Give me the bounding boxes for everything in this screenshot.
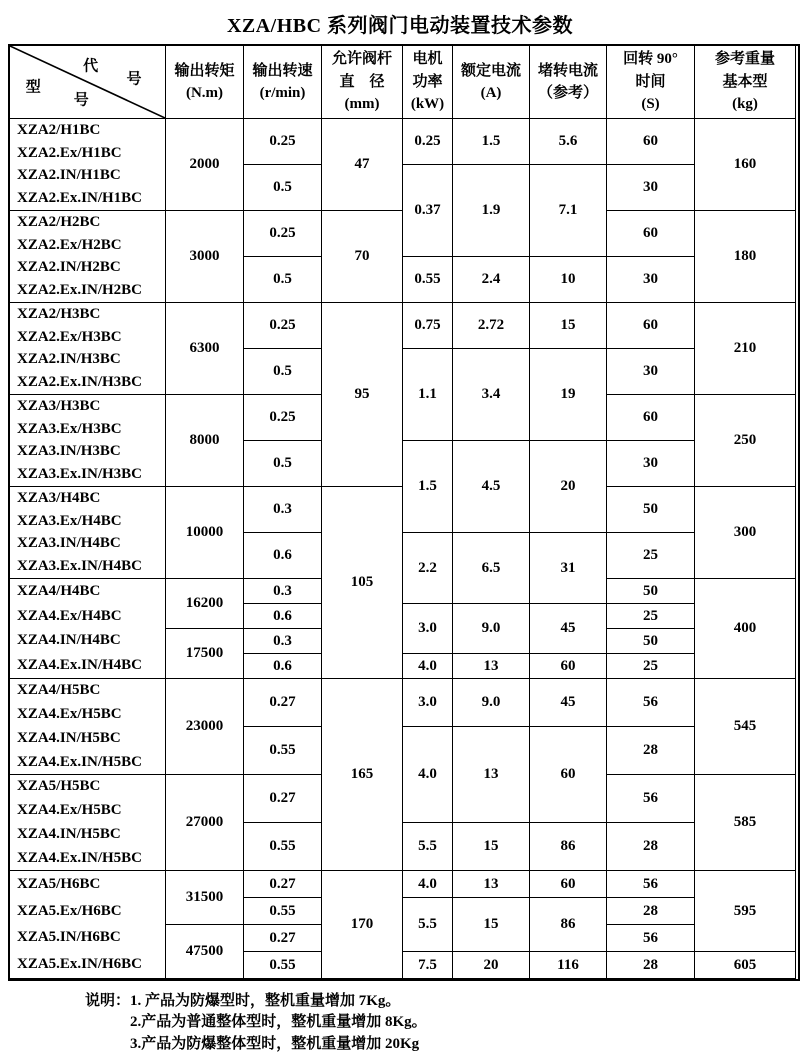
speed-cell: 0.3 — [244, 629, 322, 654]
weight-cell: 605 — [695, 952, 796, 979]
model-name: XZA4.Ex.IN/H5BC — [17, 753, 143, 770]
model-name: XZA5/H6BC — [17, 875, 101, 892]
current-cell: 20 — [453, 952, 530, 979]
header-line: 时间 — [635, 73, 666, 90]
corner-label-code-char1: 代 — [83, 58, 99, 75]
weight-cell: 210 — [695, 303, 796, 395]
header-line: 额定电流 — [460, 62, 521, 79]
current-cell: 13 — [453, 654, 530, 679]
weight-cell: 545 — [695, 679, 796, 775]
time-cell: 25 — [607, 533, 695, 579]
torque-cell: 47500 — [166, 925, 244, 979]
header-line: 基本型 — [722, 73, 768, 90]
model-cell — [10, 871, 166, 979]
col-header-rated-current — [453, 46, 530, 119]
model-name: XZA3/H4BC — [17, 489, 101, 506]
model-cell — [10, 119, 166, 211]
speed-cell: 0.6 — [244, 533, 322, 579]
stall-cell: 5.6 — [530, 119, 607, 165]
header-line: 允许阀杆 — [331, 51, 392, 68]
note-label: 说明： — [85, 993, 131, 1009]
torque-cell: 10000 — [166, 487, 244, 579]
stall-cell: 19 — [530, 349, 607, 441]
torque-cell: 8000 — [166, 395, 244, 487]
current-cell: 1.9 — [453, 165, 530, 257]
current-cell: 13 — [453, 727, 530, 823]
model-cell — [10, 579, 166, 679]
weight-cell: 250 — [695, 395, 796, 487]
header-unit: (kW) — [410, 96, 445, 113]
col-header-torque — [166, 46, 244, 119]
time-cell: 28 — [607, 898, 695, 925]
header-line: 堵转电流 — [537, 62, 598, 79]
current-cell: 15 — [453, 823, 530, 871]
time-cell: 56 — [607, 871, 695, 898]
model-name: XZA3/H3BC — [17, 397, 101, 414]
stall-cell: 45 — [530, 604, 607, 654]
note-line: 2.产品为普通整体型时，整机重量增加 8Kg。 — [130, 1014, 427, 1031]
stall-cell: 60 — [530, 654, 607, 679]
torque-cell: 16200 — [166, 579, 244, 629]
torque-cell: 23000 — [166, 679, 244, 775]
time-cell: 30 — [607, 257, 695, 303]
model-name: XZA2/H3BC — [17, 305, 101, 322]
torque-cell: 17500 — [166, 629, 244, 679]
current-cell: 9.0 — [453, 604, 530, 654]
col-header-motor-power — [403, 46, 453, 119]
weight-cell: 595 — [695, 871, 796, 952]
power-cell: 4.0 — [403, 727, 453, 823]
note-line: 3.产品为防爆整体型时，整机重量增加 20Kg — [130, 1035, 420, 1052]
header-unit: (kg) — [732, 96, 758, 113]
stall-cell: 86 — [530, 823, 607, 871]
power-cell: 1.1 — [403, 349, 453, 441]
power-cell: 4.0 — [403, 654, 453, 679]
model-name: XZA2.Ex/H1BC — [17, 144, 122, 161]
model-name: XZA3.IN/H3BC — [17, 443, 121, 460]
note-line — [85, 991, 800, 1012]
speed-cell: 0.27 — [244, 871, 322, 898]
weight-cell: 300 — [695, 487, 796, 579]
power-cell: 0.25 — [403, 119, 453, 165]
speed-cell: 0.55 — [244, 898, 322, 925]
model-name: XZA2.Ex.IN/H3BC — [17, 374, 143, 391]
diameter-cell: 70 — [322, 211, 403, 303]
header-unit: (mm) — [344, 96, 380, 113]
current-cell: 4.5 — [453, 441, 530, 533]
power-cell: 3.0 — [403, 604, 453, 654]
model-name: XZA3.Ex/H3BC — [17, 420, 122, 437]
model-name: XZA5/H5BC — [17, 778, 101, 795]
speed-cell: 0.5 — [244, 349, 322, 395]
speed-cell: 0.5 — [244, 257, 322, 303]
header-unit: (A) — [480, 85, 502, 101]
power-cell: 1.5 — [403, 441, 453, 533]
model-name: XZA2.Ex.IN/H1BC — [17, 190, 143, 207]
stall-cell: 20 — [530, 441, 607, 533]
model-name: XZA4.IN/H4BC — [17, 632, 121, 649]
stall-cell: 116 — [530, 952, 607, 979]
stall-cell: 86 — [530, 898, 607, 952]
time-cell: 50 — [607, 629, 695, 654]
col-header-weight — [695, 46, 796, 119]
col-header-speed — [244, 46, 322, 119]
diameter-cell: 170 — [322, 871, 403, 979]
torque-cell: 27000 — [166, 775, 244, 871]
stall-cell: 7.1 — [530, 165, 607, 257]
header-line: 直 径 — [339, 73, 385, 90]
model-name: XZA4.Ex.IN/H5BC — [17, 849, 143, 866]
torque-cell: 31500 — [166, 871, 244, 925]
model-name: XZA2.IN/H3BC — [17, 351, 121, 368]
torque-cell: 2000 — [166, 119, 244, 211]
header-line: （参考） — [537, 85, 598, 101]
model-cell — [10, 775, 166, 871]
power-cell: 3.0 — [403, 679, 453, 727]
model-name: XZA4.Ex/H4BC — [17, 607, 122, 624]
current-cell: 2.4 — [453, 257, 530, 303]
diameter-cell: 47 — [322, 119, 403, 211]
weight-cell: 585 — [695, 775, 796, 871]
speed-cell: 0.3 — [244, 487, 322, 533]
speed-cell: 0.27 — [244, 775, 322, 823]
model-name: XZA5.IN/H6BC — [17, 929, 121, 946]
corner-label-model-char2: 号 — [73, 92, 89, 109]
weight-cell: 400 — [695, 579, 796, 679]
header-unit: (S) — [641, 96, 660, 113]
stall-cell: 31 — [530, 533, 607, 604]
corner-label-code-char2: 号 — [126, 71, 142, 88]
time-cell: 28 — [607, 823, 695, 871]
speed-cell: 0.55 — [244, 952, 322, 979]
header-line: 参考重量 — [714, 51, 775, 68]
power-cell: 2.2 — [403, 533, 453, 604]
weight-cell: 180 — [695, 211, 796, 303]
current-cell: 2.72 — [453, 303, 530, 349]
header-line: 输出转速 — [252, 62, 313, 79]
speed-cell: 0.25 — [244, 119, 322, 165]
col-header-stem-diameter — [322, 46, 403, 119]
model-cell — [10, 395, 166, 487]
power-cell: 4.0 — [403, 871, 453, 898]
model-name: XZA2.Ex.IN/H2BC — [17, 282, 143, 299]
header-unit: (r/min) — [259, 85, 306, 101]
time-cell: 50 — [607, 579, 695, 604]
stall-cell: 10 — [530, 257, 607, 303]
time-cell: 25 — [607, 654, 695, 679]
time-cell: 28 — [607, 727, 695, 775]
model-name: XZA5.Ex.IN/H6BC — [17, 956, 143, 973]
current-cell: 1.5 — [453, 119, 530, 165]
model-name: XZA4.IN/H5BC — [17, 729, 121, 746]
speed-cell: 0.5 — [244, 441, 322, 487]
stall-cell: 60 — [530, 871, 607, 898]
power-cell: 5.5 — [403, 898, 453, 952]
model-name: XZA4.Ex/H5BC — [17, 706, 122, 723]
model-name: XZA4/H4BC — [17, 582, 101, 599]
speed-cell: 0.25 — [244, 303, 322, 349]
speed-cell: 0.55 — [244, 727, 322, 775]
stall-cell: 60 — [530, 727, 607, 823]
model-name: XZA2.Ex/H2BC — [17, 236, 122, 253]
time-cell: 50 — [607, 487, 695, 533]
header-unit: (N.m) — [185, 85, 224, 101]
model-name: XZA4.Ex/H5BC — [17, 802, 122, 819]
time-cell: 30 — [607, 165, 695, 211]
speed-cell: 0.6 — [244, 654, 322, 679]
stall-cell: 45 — [530, 679, 607, 727]
speed-cell: 0.5 — [244, 165, 322, 211]
model-cell — [10, 211, 166, 303]
time-cell: 60 — [607, 211, 695, 257]
speed-cell: 0.27 — [244, 925, 322, 952]
speed-cell: 0.25 — [244, 395, 322, 441]
time-cell: 60 — [607, 119, 695, 165]
time-cell: 60 — [607, 303, 695, 349]
speed-cell: 0.25 — [244, 211, 322, 257]
model-name: XZA5.Ex/H6BC — [17, 902, 122, 919]
model-name: XZA2.IN/H2BC — [17, 259, 121, 276]
power-cell: 7.5 — [403, 952, 453, 979]
power-cell: 0.55 — [403, 257, 453, 303]
torque-cell: 6300 — [166, 303, 244, 395]
model-cell — [10, 679, 166, 775]
model-name: XZA4.Ex.IN/H4BC — [17, 657, 143, 674]
power-cell: 5.5 — [403, 823, 453, 871]
header-line: 功率 — [412, 73, 443, 90]
time-cell: 56 — [607, 925, 695, 952]
diameter-cell: 105 — [322, 487, 403, 679]
model-name: XZA4.IN/H5BC — [17, 825, 121, 842]
torque-cell: 3000 — [166, 211, 244, 303]
power-cell: 0.37 — [403, 165, 453, 257]
current-cell: 9.0 — [453, 679, 530, 727]
page-title: XZA/HBC 系列阀门电动装置技术参数 — [226, 15, 574, 37]
col-header-rotation-time — [607, 46, 695, 119]
stall-cell: 15 — [530, 303, 607, 349]
model-name: XZA3.IN/H4BC — [17, 535, 121, 552]
model-cell — [10, 303, 166, 395]
corner-header-cell — [10, 46, 166, 119]
corner-label-model-char1: 型 — [25, 79, 41, 96]
time-cell: 30 — [607, 349, 695, 395]
speed-cell: 0.55 — [244, 823, 322, 871]
current-cell: 13 — [453, 871, 530, 898]
header-line: 回转 90° — [623, 51, 678, 68]
diameter-cell: 95 — [322, 303, 403, 487]
model-name: XZA2.IN/H1BC — [17, 167, 121, 184]
header-line: 电机 — [412, 51, 443, 68]
model-name: XZA4/H5BC — [17, 682, 101, 699]
col-header-stall-current — [530, 46, 607, 119]
weight-cell: 160 — [695, 119, 796, 211]
note-text: 1. 产品为防爆型时，整机重量增加 7Kg。 — [130, 993, 401, 1009]
model-cell — [10, 487, 166, 579]
power-cell: 0.75 — [403, 303, 453, 349]
model-name: XZA2.Ex/H3BC — [17, 328, 122, 345]
time-cell: 28 — [607, 952, 695, 979]
model-name: XZA2/H1BC — [17, 121, 101, 138]
model-name: XZA3.Ex.IN/H4BC — [17, 558, 143, 575]
time-cell: 56 — [607, 775, 695, 823]
current-cell: 6.5 — [453, 533, 530, 604]
model-name: XZA3.Ex.IN/H3BC — [17, 466, 143, 483]
current-cell: 15 — [453, 898, 530, 952]
model-name: XZA2/H2BC — [17, 213, 101, 230]
notes — [85, 991, 800, 1055]
current-cell: 3.4 — [453, 349, 530, 441]
model-name: XZA3.Ex/H4BC — [17, 512, 122, 529]
time-cell: 56 — [607, 679, 695, 727]
diameter-cell: 165 — [322, 679, 403, 871]
time-cell: 30 — [607, 441, 695, 487]
time-cell: 60 — [607, 395, 695, 441]
speed-cell: 0.3 — [244, 579, 322, 604]
header-line: 输出转矩 — [174, 62, 235, 79]
speed-cell: 0.27 — [244, 679, 322, 727]
speed-cell: 0.6 — [244, 604, 322, 629]
time-cell: 25 — [607, 604, 695, 629]
spec-table — [8, 44, 800, 981]
